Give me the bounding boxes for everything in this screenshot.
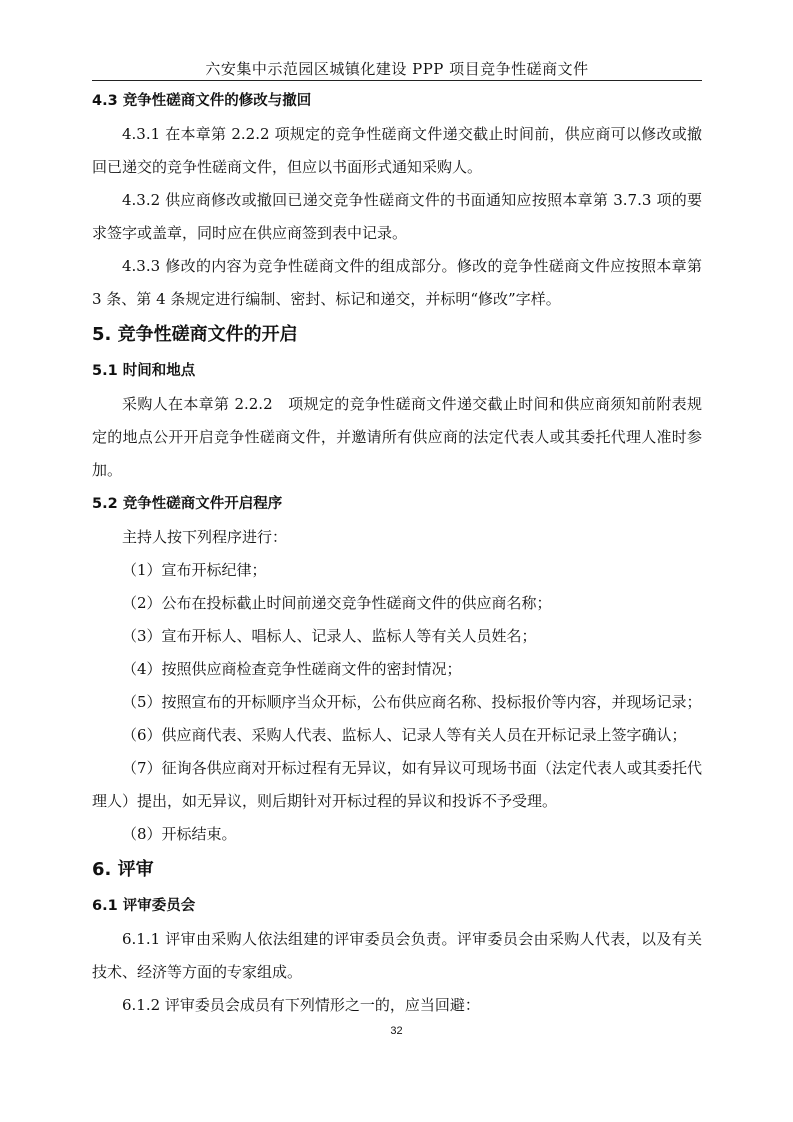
section-heading-6-1: 6.1 评审委员会	[92, 898, 196, 914]
section-heading-5-2: 5.2 竞争性磋商文件开启程序	[92, 496, 283, 512]
paragraph-4-3-2: 4.3.2 供应商修改或撤回已递交竞争性磋商文件的书面通知应按照本章第 3.7.3 项的要求签字或盖章，同时应在供应商签到表中记录。	[92, 191, 702, 242]
list-item-1: （1）宣布开标纪律；	[122, 561, 267, 579]
chapter-heading-6: 6. 评审	[92, 859, 154, 880]
section-heading-4-3: 4.3 竞争性磋商文件的修改与撤回	[92, 93, 312, 109]
paragraph-procedure-intro: 主持人按下列程序进行：	[122, 528, 288, 546]
list-item-8: （8）开标结束。	[122, 825, 237, 843]
page-number: 32	[390, 1025, 403, 1037]
paragraph-4-3-3: 4.3.3 修改的内容为竞争性磋商文件的组成部分。修改的竞争性磋商文件应按照本章第 3 条、第 4 条规定进行编制、密封、标记和递交，并标明“修改”字样。	[92, 257, 702, 308]
list-item-2: （2）公布在投标截止时间前递交竞争性磋商文件的供应商名称；	[122, 594, 552, 612]
section-heading-5-1: 5.1 时间和地点	[92, 363, 196, 379]
paragraph-5-1: 采购人在本章第 2.2.2 项规定的竞争性磋商文件递交截止时间和供应商须知前附表规定的地点公开开启竞争性磋商文件，并邀请所有供应商的法定代表人或其委托代理人准时参加。	[92, 395, 702, 479]
list-item-4: （4）按照供应商检查竞争性磋商文件的密封情况；	[122, 660, 462, 678]
running-header: 六安集中示范园区城镇化建设 PPP 项目竞争性磋商文件	[205, 60, 589, 78]
list-item-3: （3）宣布开标人、唱标人、记录人、监标人等有关人员姓名；	[122, 627, 537, 645]
list-item-7: （7）征询各供应商对开标过程有无异议，如有异议可现场书面（法定代表人或其委托代理人）提出，如无异议，则后期针对开标过程的异议和投诉不予受理。	[92, 759, 702, 810]
page-content	[92, 84, 702, 1022]
list-item-5: （5）按照宣布的开标顺序当众开标，公布供应商名称、投标报价等内容，并现场记录；	[122, 693, 702, 711]
paragraph-6-1-1: 6.1.1 评审由采购人依法组建的评审委员会负责。评审委员会由采购人代表，以及有关技术、经济等方面的专家组成。	[92, 930, 702, 981]
list-item-6: （6）供应商代表、采购人代表、监标人、记录人等有关人员在开标记录上签字确认；	[122, 726, 687, 744]
chapter-heading-5: 5. 竞争性磋商文件的开启	[92, 324, 298, 345]
paragraph-4-3-1: 4.3.1 在本章第 2.2.2 项规定的竞争性磋商文件递交截止时间前，供应商可以修改或撤回已递交的竞争性磋商文件，但应以书面形式通知采购人。	[92, 125, 702, 176]
header-rule	[92, 80, 702, 81]
paragraph-6-1-2: 6.1.2 评审委员会成员有下列情形之一的，应当回避：	[122, 996, 480, 1014]
